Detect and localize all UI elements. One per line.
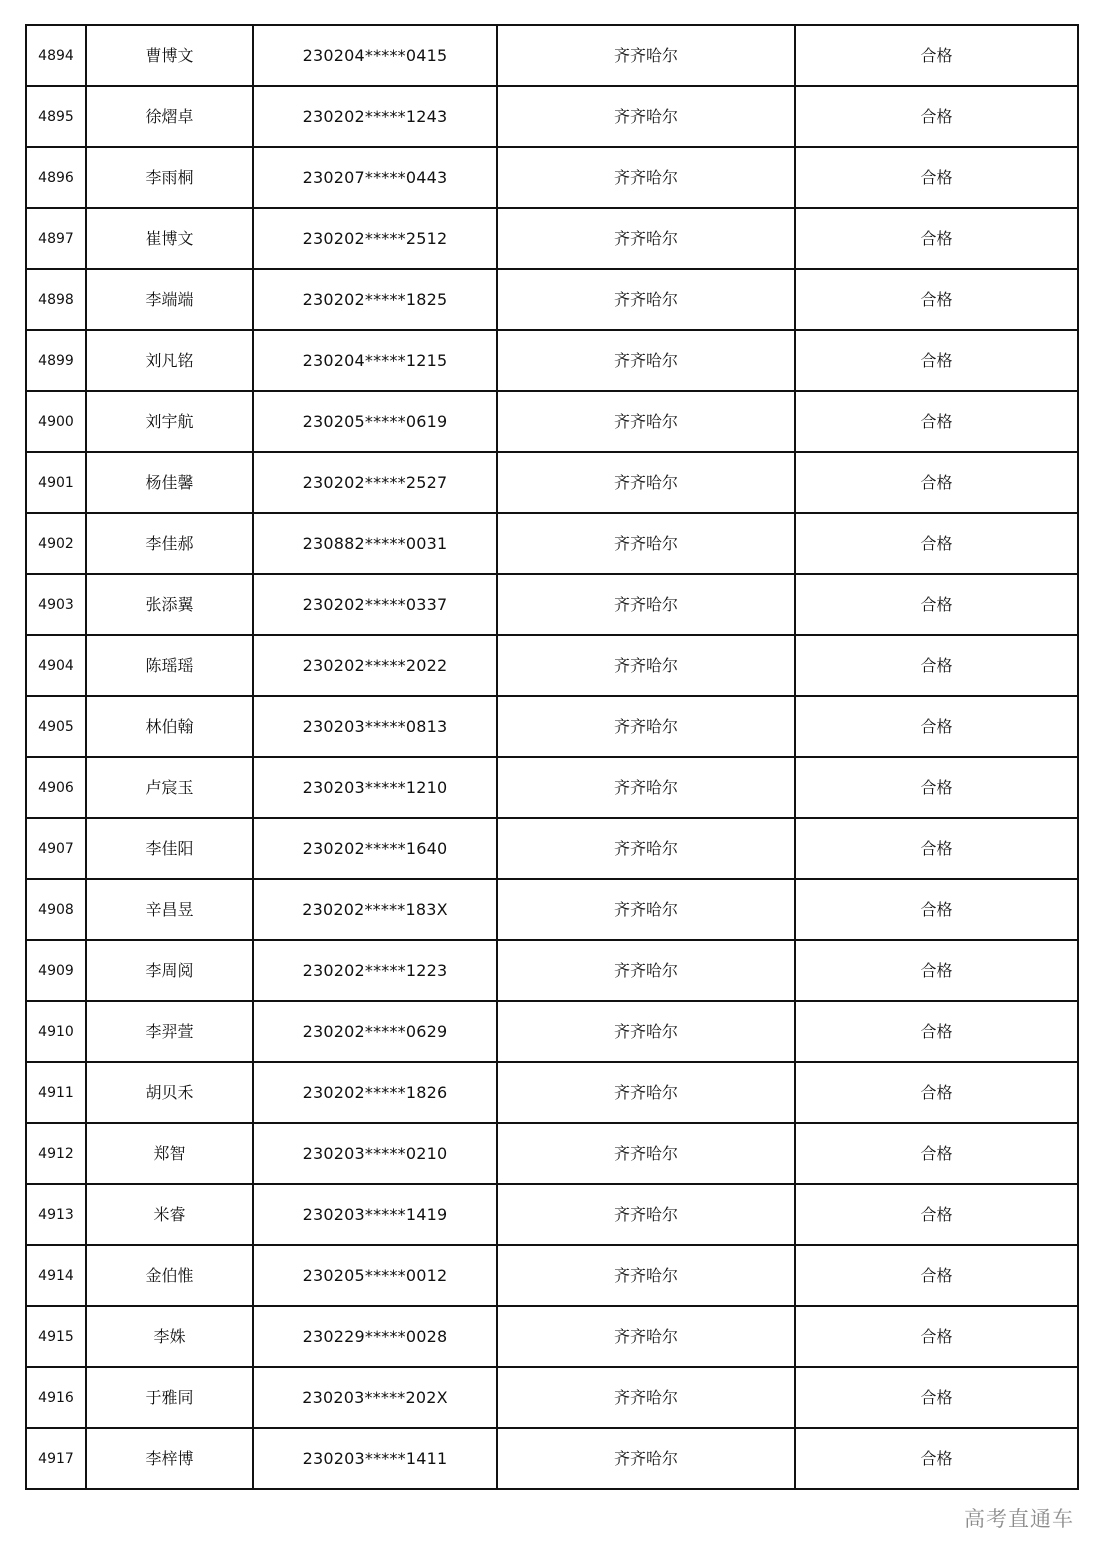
cell-id-number: 230202*****183X (253, 879, 497, 940)
cell-id-number: 230202*****1826 (253, 1062, 497, 1123)
cell-result: 合格 (795, 818, 1078, 879)
table-row (26, 391, 1078, 452)
cell-seq: 4912 (26, 1123, 86, 1184)
cell-city: 齐齐哈尔 (497, 513, 795, 574)
cell-name: 于雅同 (86, 1367, 253, 1428)
cell-seq: 4896 (26, 147, 86, 208)
cell-city: 齐齐哈尔 (497, 940, 795, 1001)
cell-id-number: 230205*****0012 (253, 1245, 497, 1306)
cell-id-number: 230202*****1223 (253, 940, 497, 1001)
cell-result: 合格 (795, 1062, 1078, 1123)
table-row (26, 574, 1078, 635)
cell-seq: 4907 (26, 818, 86, 879)
cell-result: 合格 (795, 391, 1078, 452)
cell-id-number: 230202*****1640 (253, 818, 497, 879)
table-row (26, 1184, 1078, 1245)
cell-seq: 4913 (26, 1184, 86, 1245)
cell-seq: 4901 (26, 452, 86, 513)
cell-name: 胡贝禾 (86, 1062, 253, 1123)
cell-city: 齐齐哈尔 (497, 147, 795, 208)
cell-city: 齐齐哈尔 (497, 1428, 795, 1489)
cell-result: 合格 (795, 940, 1078, 1001)
table-row (26, 330, 1078, 391)
cell-city: 齐齐哈尔 (497, 635, 795, 696)
table-row (26, 696, 1078, 757)
cell-result: 合格 (795, 1428, 1078, 1489)
cell-name: 刘宇航 (86, 391, 253, 452)
cell-id-number: 230229*****0028 (253, 1306, 497, 1367)
cell-seq: 4904 (26, 635, 86, 696)
cell-id-number: 230882*****0031 (253, 513, 497, 574)
cell-result: 合格 (795, 452, 1078, 513)
table-row (26, 513, 1078, 574)
cell-city: 齐齐哈尔 (497, 574, 795, 635)
cell-seq: 4900 (26, 391, 86, 452)
cell-city: 齐齐哈尔 (497, 1184, 795, 1245)
cell-result: 合格 (795, 25, 1078, 86)
cell-seq: 4906 (26, 757, 86, 818)
cell-seq: 4903 (26, 574, 86, 635)
table-row (26, 818, 1078, 879)
cell-name: 米睿 (86, 1184, 253, 1245)
cell-seq: 4917 (26, 1428, 86, 1489)
cell-city: 齐齐哈尔 (497, 25, 795, 86)
cell-seq: 4902 (26, 513, 86, 574)
table-row (26, 25, 1078, 86)
table-row (26, 452, 1078, 513)
cell-id-number: 230203*****1210 (253, 757, 497, 818)
cell-id-number: 230202*****1825 (253, 269, 497, 330)
cell-result: 合格 (795, 269, 1078, 330)
cell-result: 合格 (795, 147, 1078, 208)
cell-seq: 4897 (26, 208, 86, 269)
table-row (26, 1367, 1078, 1428)
cell-id-number: 230204*****1215 (253, 330, 497, 391)
cell-city: 齐齐哈尔 (497, 1367, 795, 1428)
cell-id-number: 230202*****2022 (253, 635, 497, 696)
cell-result: 合格 (795, 1306, 1078, 1367)
cell-result: 合格 (795, 1245, 1078, 1306)
cell-city: 齐齐哈尔 (497, 452, 795, 513)
table-row (26, 1245, 1078, 1306)
cell-city: 齐齐哈尔 (497, 86, 795, 147)
cell-result: 合格 (795, 513, 1078, 574)
cell-id-number: 230204*****0415 (253, 25, 497, 86)
cell-name: 徐熠卓 (86, 86, 253, 147)
cell-city: 齐齐哈尔 (497, 1123, 795, 1184)
cell-city: 齐齐哈尔 (497, 818, 795, 879)
cell-city: 齐齐哈尔 (497, 391, 795, 452)
cell-name: 崔博文 (86, 208, 253, 269)
cell-name: 刘凡铭 (86, 330, 253, 391)
cell-id-number: 230203*****202X (253, 1367, 497, 1428)
cell-seq: 4895 (26, 86, 86, 147)
cell-seq: 4905 (26, 696, 86, 757)
table-row (26, 879, 1078, 940)
table-row (26, 1062, 1078, 1123)
cell-city: 齐齐哈尔 (497, 330, 795, 391)
cell-seq: 4909 (26, 940, 86, 1001)
cell-result: 合格 (795, 208, 1078, 269)
cell-result: 合格 (795, 1001, 1078, 1062)
cell-city: 齐齐哈尔 (497, 1306, 795, 1367)
cell-id-number: 230205*****0619 (253, 391, 497, 452)
cell-name: 李梓博 (86, 1428, 253, 1489)
cell-name: 郑智 (86, 1123, 253, 1184)
cell-name: 林伯翰 (86, 696, 253, 757)
cell-id-number: 230202*****0629 (253, 1001, 497, 1062)
cell-seq: 4899 (26, 330, 86, 391)
cell-seq: 4915 (26, 1306, 86, 1367)
table-row (26, 1428, 1078, 1489)
results-table-container (25, 24, 1077, 1490)
cell-result: 合格 (795, 1123, 1078, 1184)
table-row (26, 635, 1078, 696)
cell-id-number: 230203*****1419 (253, 1184, 497, 1245)
cell-id-number: 230203*****0813 (253, 696, 497, 757)
cell-city: 齐齐哈尔 (497, 208, 795, 269)
cell-city: 齐齐哈尔 (497, 1245, 795, 1306)
cell-name: 杨佳馨 (86, 452, 253, 513)
cell-name: 金伯惟 (86, 1245, 253, 1306)
cell-result: 合格 (795, 574, 1078, 635)
cell-result: 合格 (795, 635, 1078, 696)
cell-name: 李周阅 (86, 940, 253, 1001)
cell-name: 李佳郝 (86, 513, 253, 574)
table-row (26, 1001, 1078, 1062)
cell-result: 合格 (795, 330, 1078, 391)
cell-name: 张添翼 (86, 574, 253, 635)
table-row (26, 1306, 1078, 1367)
cell-seq: 4894 (26, 25, 86, 86)
cell-id-number: 230202*****2512 (253, 208, 497, 269)
cell-seq: 4911 (26, 1062, 86, 1123)
table-row (26, 1123, 1078, 1184)
table-row (26, 757, 1078, 818)
cell-city: 齐齐哈尔 (497, 1062, 795, 1123)
cell-name: 李雨桐 (86, 147, 253, 208)
cell-id-number: 230202*****0337 (253, 574, 497, 635)
cell-name: 曹博文 (86, 25, 253, 86)
table-row (26, 86, 1078, 147)
results-table-body (26, 25, 1078, 1489)
table-row (26, 940, 1078, 1001)
cell-city: 齐齐哈尔 (497, 879, 795, 940)
cell-result: 合格 (795, 1184, 1078, 1245)
results-table (25, 24, 1079, 1490)
watermark-text: 高考直通车 (964, 1507, 1074, 1531)
cell-name: 陈瑶瑶 (86, 635, 253, 696)
cell-seq: 4916 (26, 1367, 86, 1428)
cell-name: 李姝 (86, 1306, 253, 1367)
cell-result: 合格 (795, 879, 1078, 940)
cell-name: 辛昌昱 (86, 879, 253, 940)
cell-result: 合格 (795, 86, 1078, 147)
cell-id-number: 230202*****2527 (253, 452, 497, 513)
cell-result: 合格 (795, 757, 1078, 818)
cell-id-number: 230207*****0443 (253, 147, 497, 208)
cell-name: 李佳阳 (86, 818, 253, 879)
cell-id-number: 230203*****1411 (253, 1428, 497, 1489)
cell-result: 合格 (795, 696, 1078, 757)
cell-seq: 4908 (26, 879, 86, 940)
cell-seq: 4898 (26, 269, 86, 330)
cell-city: 齐齐哈尔 (497, 1001, 795, 1062)
cell-city: 齐齐哈尔 (497, 757, 795, 818)
cell-id-number: 230203*****0210 (253, 1123, 497, 1184)
cell-name: 李端端 (86, 269, 253, 330)
cell-city: 齐齐哈尔 (497, 696, 795, 757)
cell-id-number: 230202*****1243 (253, 86, 497, 147)
cell-city: 齐齐哈尔 (497, 269, 795, 330)
cell-seq: 4910 (26, 1001, 86, 1062)
table-row (26, 269, 1078, 330)
cell-result: 合格 (795, 1367, 1078, 1428)
cell-name: 李羿萱 (86, 1001, 253, 1062)
cell-name: 卢宸玉 (86, 757, 253, 818)
table-row (26, 208, 1078, 269)
table-row (26, 147, 1078, 208)
cell-seq: 4914 (26, 1245, 86, 1306)
